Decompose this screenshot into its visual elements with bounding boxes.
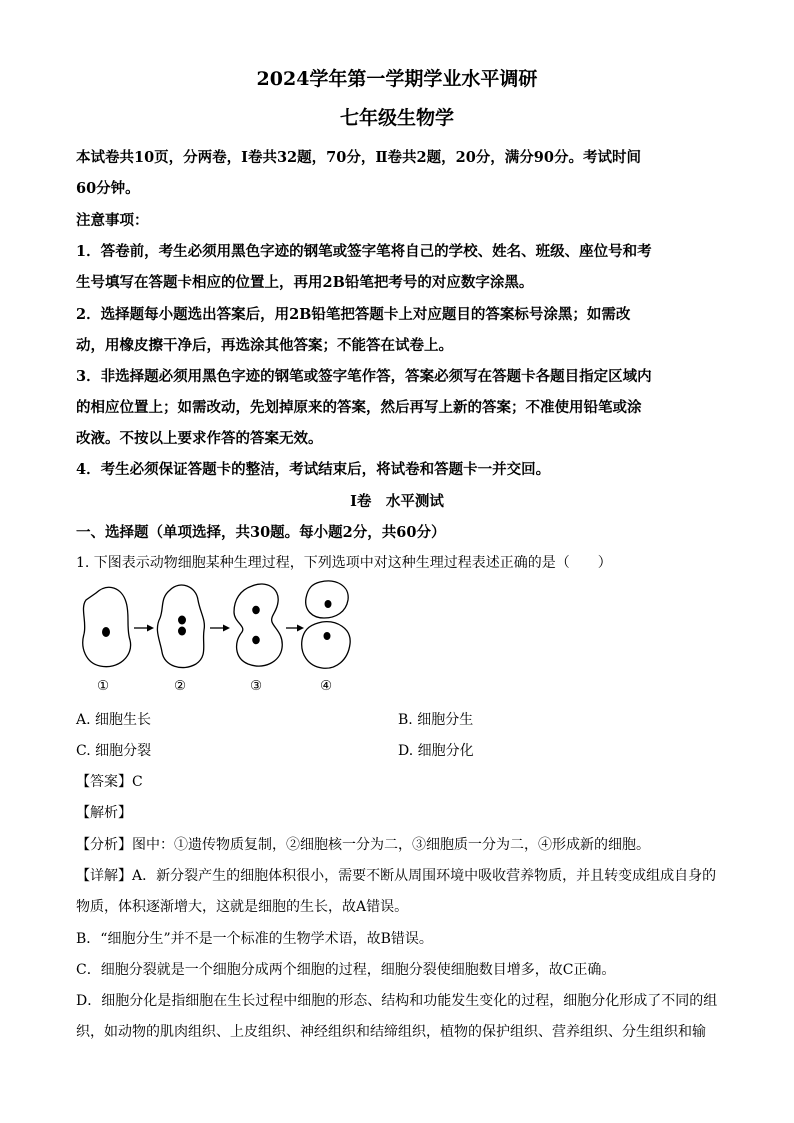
figure-label-2: ② [174, 678, 187, 694]
intro-line-2: 60分钟。 [76, 180, 140, 197]
intro-line-1: 本试卷共10页，分两卷，Ⅰ卷共32题，70分，Ⅱ卷共2题，20分，满分90分。考试时间 [76, 149, 641, 166]
question-stem: 1. 下图表示动物细胞某种生理过程，下列选项中对这种生理过程表述正确的是（ ） [76, 555, 612, 571]
answer: 【答案】C [76, 774, 143, 790]
cell-division-figure [74, 578, 364, 678]
option-a: A. 细胞生长 [76, 712, 152, 728]
notice-line: 2．选择题每小题选出答案后，用2B铅笔把答题卡上对应题目的答案标号涂黑；如需改 [76, 306, 631, 323]
analysis-line: D．细胞分化是指细胞在生长过程中细胞的形态、结构和功能发生变化的过程，细胞分化形成了不同的组 [76, 993, 718, 1009]
analysis-line: 【详解】A．新分裂产生的细胞体积很小，需要不断从周围环境中吸收营养物质，并且转变成组成自身的 [76, 868, 717, 884]
notice-line: 动，用橡皮擦干净后，再选涂其他答案；不能答在试卷上。 [76, 337, 453, 354]
figure-label-4: ④ [320, 678, 333, 694]
notice-line: 3．非选择题必须用黑色字迹的钢笔或签字笔作答，答案必须写在答题卡各题目指定区域内 [76, 368, 652, 385]
analysis-line: 物质，体积逐渐增大，这就是细胞的生长，故A错误。 [76, 899, 409, 915]
figure-label-3: ③ [250, 678, 263, 694]
part-heading: 一、选择题（单项选择，共30题。每小题2分，共60分） [76, 524, 446, 541]
page-title: 2024学年第一学期学业水平调研 [256, 68, 538, 90]
notice-line: 的相应位置上；如需改动，先划掉原来的答案，然后再写上新的答案；不准使用铅笔或涂 [76, 399, 642, 416]
option-c: C. 细胞分裂 [76, 743, 152, 759]
section-title: Ⅰ卷 水平测试 [350, 493, 444, 510]
option-d: D. 细胞分化 [398, 743, 474, 759]
notice-line: 4．考生必须保证答题卡的整洁，考试结束后，将试卷和答题卡一并交回。 [76, 461, 551, 478]
analysis-line: 织，如动物的肌肉组织、上皮组织、神经组织和结缔组织，植物的保护组织、营养组织、分生组织和输 [76, 1024, 706, 1040]
analysis-heading: 【解析】 [76, 805, 132, 821]
analysis-line: B．“细胞分生”并不是一个标准的生物学术语，故B错误。 [76, 931, 433, 947]
option-b: B. 细胞分生 [398, 712, 474, 728]
notice-heading: 注意事项： [76, 212, 149, 229]
notice-line: 生号填写在答题卡相应的位置上，再用2B铅笔把考号的对应数字涂黑。 [76, 274, 534, 291]
page-subtitle: 七年级生物学 [339, 107, 454, 129]
notice-line: 1．答卷前，考生必须用黑色字迹的钢笔或签字笔将自己的学校、姓名、班级、座位号和考 [76, 243, 652, 260]
figure-label-1: ① [97, 678, 110, 694]
notice-line: 改液。不按以上要求作答的答案无效。 [76, 430, 323, 447]
analysis-line: 【分析】图中：①遗传物质复制，②细胞核一分为二，③细胞质一分为二，④形成新的细胞。 [76, 837, 650, 853]
analysis-line: C．细胞分裂就是一个细胞分成两个细胞的过程，细胞分裂使细胞数目增多，故C正确。 [76, 962, 616, 978]
